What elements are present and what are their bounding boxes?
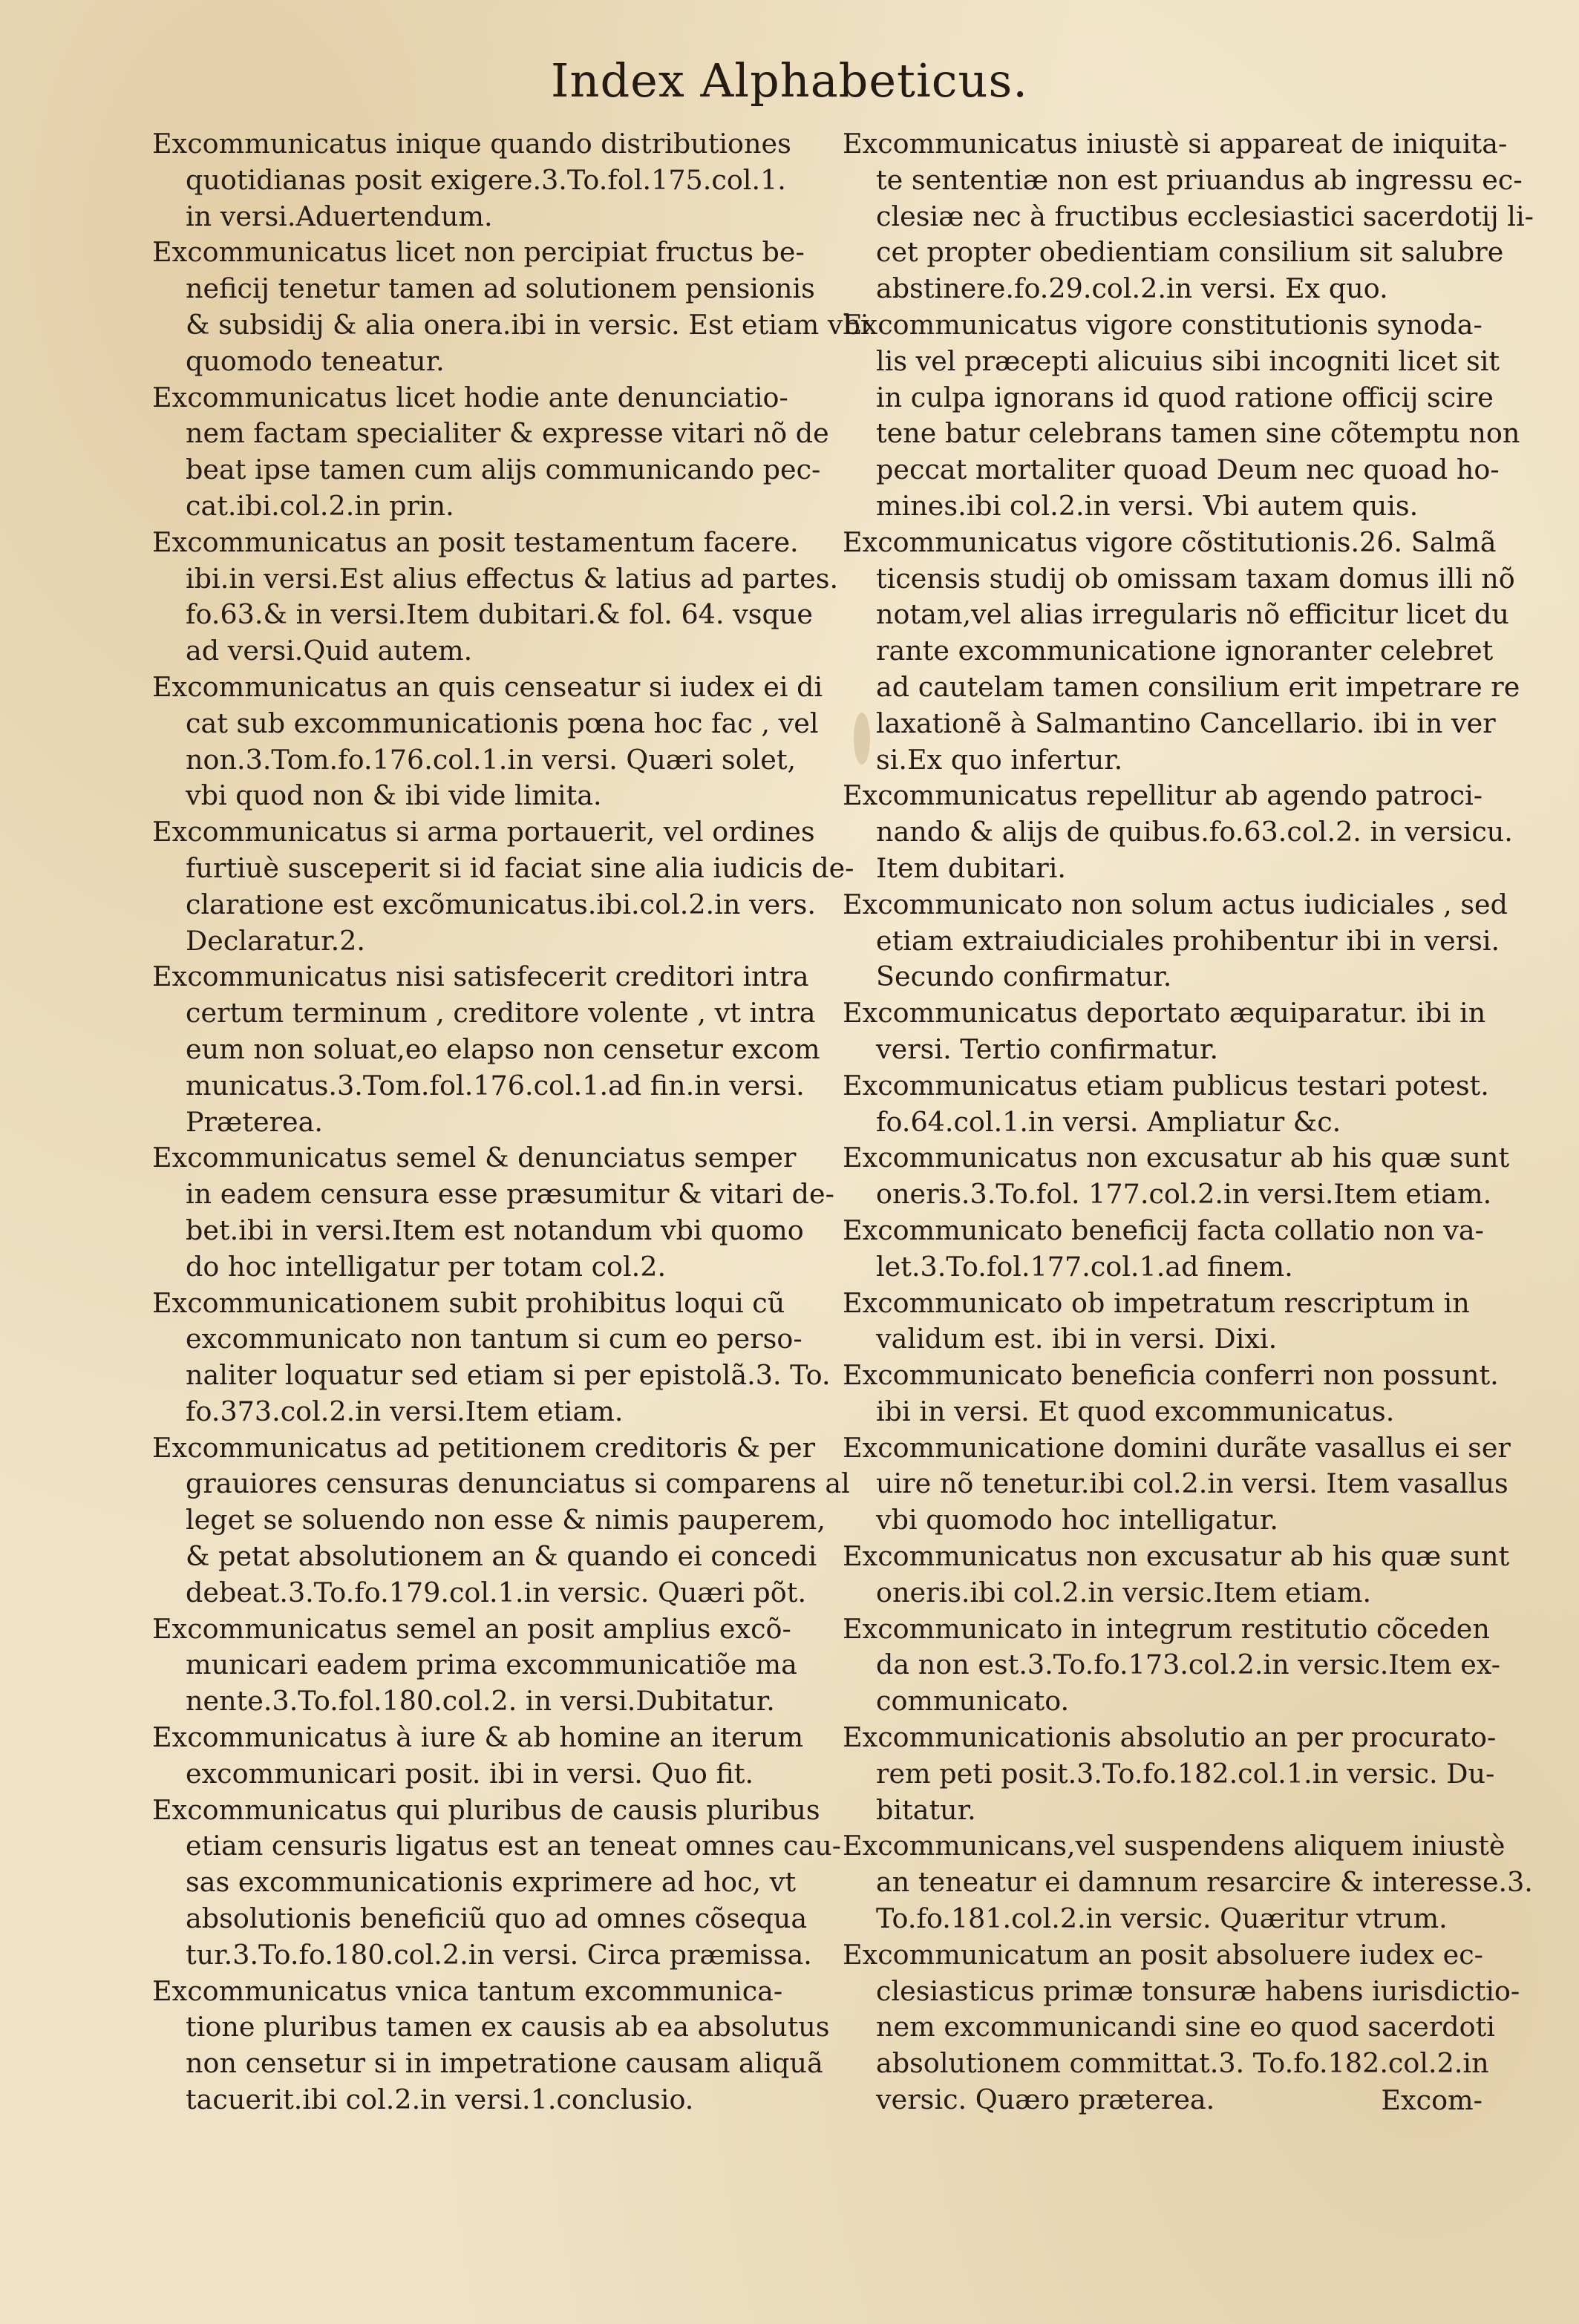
entry-line: in eadem censura esse præsumitur & vitari de- [186, 1178, 834, 1211]
entry-line: Excommunicatus deportato æquiparatur. ibi in [843, 997, 1486, 1030]
entry-line: Excommunicatus repellitur ab agendo patroci- [843, 779, 1483, 812]
index-entry [843, 1430, 1511, 1539]
entry-line: etiam extraiudiciales prohibentur ibi in versi. [876, 924, 1500, 957]
entry-line: si.Ex quo infertur. [876, 743, 1123, 776]
entry-line: ibi.in versi.Est alius effectus & latius ad partes. [186, 562, 839, 595]
index-entry [843, 1539, 1510, 1611]
entry-line: Excommunicato ob impetratum rescriptum in [843, 1286, 1470, 1319]
entry-line: Excommunicatus nisi satisfecerit creditori intra [152, 960, 809, 993]
index-entry [843, 1828, 1533, 1937]
entry-line: Excommunicationem subit prohibitus loqui cũ [152, 1286, 785, 1319]
entry-line: leget se soluendo non esse & nimis pauperem, [186, 1504, 826, 1536]
entry-line: uire nõ tenetur.ibi col.2.in versi. Item vasallus [876, 1467, 1508, 1500]
index-entry [843, 1068, 1496, 1141]
entry-line: vbi quomodo hoc intelligatur. [876, 1504, 1278, 1536]
entry-line: excommunicari posit. ibi in versi. Quo fit. [186, 1757, 754, 1790]
entry-line: oneris.3.To.fol. 177.col.2.in versi.Item etiam. [876, 1178, 1492, 1211]
entry-line: nente.3.To.fol.180.col.2. in versi.Dubitatur. [186, 1685, 775, 1718]
entry-line: Excommunicationis absolutio an per procurato- [843, 1721, 1497, 1754]
entry-line: grauiores censuras denunciatus si comparens al [186, 1467, 850, 1500]
index-entry [152, 380, 829, 525]
entry-line: neficij tenetur tamen ad solutionem pensionis [186, 272, 815, 305]
entry-line: tur.3.To.fo.180.col.2.in versi. Circa præmissa. [186, 1938, 812, 1971]
entry-line: clesiæ nec à fructibus ecclesiastici sacerdotij li- [876, 200, 1534, 232]
entry-line: te sententiæ non est priuandus ab ingressu ec- [876, 163, 1523, 196]
index-entry [152, 1974, 830, 2118]
entry-line: validum est. ibi in versi. Dixi. [876, 1323, 1278, 1355]
entry-line: Excommunicato in integrum restitutio cõceden [843, 1612, 1490, 1645]
index-entry [843, 1286, 1496, 1358]
entry-line: let.3.To.fol.177.col.1.ad finem. [876, 1250, 1293, 1283]
index-entry [152, 959, 820, 1140]
entry-line: non.3.Tom.fo.176.col.1.in versi. Quæri solet, [186, 743, 797, 776]
entry-line: Præterea. [186, 1105, 323, 1138]
index-entry [843, 307, 1520, 525]
entry-line: fo.63.& in versi.Item dubitari.& fol. 64. vsque [186, 598, 813, 631]
entry-line: Excommunicatus vnica tantum excommunica- [152, 1974, 783, 2007]
entry-line: Excommunicato beneficia conferri non possunt. [843, 1359, 1499, 1392]
entry-line: Excommunicatus ad petitionem creditoris & per [152, 1431, 816, 1464]
entry-line: ticensis studij ob omissam taxam domus illi nõ [876, 562, 1515, 595]
entry-line: Excommunicatus an quis censeatur si iudex ei di [152, 670, 823, 703]
entry-line: Excommunicatus vigore cõstitutionis.26. Salmã [843, 526, 1497, 558]
entry-line: etiam censuris ligatus est an teneat omnes cau- [186, 1830, 842, 1862]
index-entry [152, 1286, 831, 1430]
entry-line: an teneatur ei damnum resarcire & interesse.3. [876, 1866, 1533, 1899]
entry-line: ad versi.Quid autem. [186, 635, 473, 667]
right-column [843, 126, 1534, 2118]
entry-line: & petat absolutionem an & quando ei concedi [186, 1540, 817, 1573]
entry-line: cat.ibi.col.2.in prin. [186, 489, 454, 522]
index-entry [843, 1213, 1496, 1286]
entry-line: versic. Quæro præterea. [876, 2084, 1215, 2116]
index-entry [843, 778, 1513, 886]
index-entry [843, 1358, 1499, 1430]
index-entry [843, 995, 1496, 1068]
entry-line: ibi in versi. Et quod excommunicatus. [876, 1395, 1395, 1427]
entry-line: Secundo confirmatur. [876, 960, 1172, 993]
entry-line: do hoc intelligatur per totam col.2. [186, 1250, 667, 1283]
entry-line: non censetur si in impetratione causam aliquã [186, 2047, 823, 2080]
index-entry [152, 525, 839, 670]
entry-line: Excommunicatus à iure & ab homine an iterum [152, 1721, 804, 1754]
index-entry [152, 1793, 842, 1974]
entry-line: peccat mortaliter quoad Deum nec quoad ho- [876, 454, 1500, 486]
entry-line: fo.373.col.2.in versi.Item etiam. [186, 1395, 624, 1427]
entry-line: rem peti posit.3.To.fo.182.col.1.in versic. Du- [876, 1757, 1495, 1790]
entry-line: beat ipse tamen cum alijs communicando pec- [186, 454, 821, 486]
entry-line: vbi quod non & ibi vide limita. [186, 779, 602, 812]
entry-line: Excommunicatione domini durãte vasallus ei ser [843, 1431, 1511, 1464]
entry-line: Excommunicatus an posit testamentum facere. [152, 526, 799, 558]
entry-line: excommunicato non tantum si cum eo perso- [186, 1323, 802, 1355]
index-entry [152, 670, 823, 814]
entry-line: eum non soluat,eo elapso non censetur excom [186, 1032, 820, 1065]
entry-line: Excommunicatus non excusatur ab his quæ sunt [843, 1540, 1510, 1573]
entry-line: naliter loquatur sed etiam si per epistolã.3. To. [186, 1359, 831, 1392]
entry-line: Excommunicatus inique quando distributiones [152, 128, 791, 160]
entry-line: oneris.ibi col.2.in versic.Item etiam. [876, 1576, 1372, 1608]
entry-line: cat sub excommunicationis pœna hoc fac , vel [186, 707, 819, 739]
entry-line: Excommunicato non solum actus iudiciales , sed [843, 888, 1508, 920]
entry-line: clesiasticus primæ tonsuræ habens iurisdictio- [876, 1974, 1520, 2007]
entry-line: Declaratur.2. [186, 924, 365, 957]
entry-line: abstinere.fo.29.col.2.in versi. Ex quo. [876, 272, 1388, 305]
index-entry [152, 235, 869, 379]
entry-line: Excommunicatus semel an posit amplius excõ- [152, 1612, 791, 1645]
page-header: Index Alphabeticus. [551, 53, 1028, 108]
entry-line: municatus.3.Tom.fol.176.col.1.ad fin.in versi. [186, 1069, 805, 1102]
entry-line: absolutionis beneficiũ quo ad omnes cõsequa [186, 1902, 808, 1935]
entry-line: municari eadem prima excommunicatiõe ma [186, 1649, 797, 1681]
entry-line: Item dubitari. [876, 851, 1066, 884]
catchword: Excom- [1381, 2084, 1482, 2116]
entry-line: quotidianas posit exigere.3.To.fol.175.col.1. [186, 163, 786, 196]
entry-line: Excommunicatus semel & denunciatus semper [152, 1142, 797, 1174]
index-entry [843, 126, 1534, 307]
entry-line: To.fo.181.col.2.in versic. Quæritur vtrum. [876, 1902, 1448, 1935]
entry-line: laxationẽ à Salmantino Cancellario. ibi in ver [876, 707, 1496, 739]
entry-line: Excommunicatus qui pluribus de causis pluribus [152, 1793, 820, 1826]
index-entry [152, 1611, 805, 1720]
entry-line: sas excommunicationis exprimere ad hoc, vt [186, 1866, 797, 1899]
entry-line: tene batur celebrans tamen sine cõtemptu non [876, 417, 1520, 450]
entry-line: Excommunicatus non excusatur ab his quæ sunt [843, 1142, 1510, 1174]
entry-line: claratione est excõmunicatus.ibi.col.2.in vers. [186, 888, 816, 920]
entry-line: lis vel præcepti alicuius sibi incogniti licet sit [876, 344, 1500, 377]
entry-line: bet.ibi in versi.Item est notandum vbi quomo [186, 1214, 804, 1246]
entry-line: certum terminum , creditore volente , vt intra [186, 997, 816, 1030]
entry-line: debeat.3.To.fo.179.col.1.in versic. Quæri põt. [186, 1576, 807, 1608]
entry-line: communicato. [876, 1685, 1070, 1718]
entry-line: bitatur. [876, 1793, 976, 1826]
entry-line: ad cautelam tamen consilium erit impetrare re [876, 670, 1520, 703]
entry-line: notam,vel alias irregularis nõ efficitur licet du [876, 598, 1509, 631]
entry-line: versi. Tertio confirmatur. [876, 1032, 1219, 1065]
entry-line: Excommunicatus si arma portauerit, vel ordines [152, 816, 815, 848]
entry-line: Excommunicato beneficij facta collatio non va- [843, 1214, 1484, 1246]
entry-line: da non est.3.To.fo.173.col.2.in versic.Item ex- [876, 1649, 1501, 1681]
entry-line: nem excommunicandi sine eo quod sacerdoti [876, 2011, 1495, 2043]
index-entry [843, 1611, 1501, 1720]
entry-line: furtiuè susceperit si id faciat sine alia iudicis de- [186, 851, 854, 884]
index-entry [843, 1140, 1510, 1213]
index-entry [152, 814, 854, 959]
entry-line: fo.64.col.1.in versi. Ampliatur &c. [876, 1105, 1341, 1138]
entry-line: rante excommunicatione ignoranter celebret [876, 635, 1494, 667]
entry-line: cet propter obedientiam consilium sit salubre [876, 236, 1504, 269]
entry-line: nem factam specialiter & expresse vitari nõ de [186, 417, 829, 450]
index-entry [843, 525, 1520, 779]
entry-line: quomodo teneatur. [186, 344, 445, 377]
entry-line: Excommunicatum an posit absoluere iudex ec- [843, 1938, 1484, 1971]
entry-line: in versi.Aduertendum. [186, 200, 493, 232]
entry-line: Excommunicans,vel suspendens aliquem iniustè [843, 1830, 1506, 1862]
entry-line: Excommunicatus vigore constitutionis synoda- [843, 308, 1482, 341]
entry-line: tione pluribus tamen ex causis ab ea absolutus [186, 2011, 830, 2043]
index-entry [152, 1430, 850, 1611]
index-entry [152, 126, 805, 235]
entry-line: Excommunicatus iniustè si appareat de iniquita- [843, 128, 1508, 160]
entry-line: in culpa ignorans id quod ratione officij scire [876, 381, 1494, 413]
index-entry [843, 887, 1508, 995]
index-entry [152, 1140, 834, 1285]
index-entry [843, 1720, 1496, 1828]
entry-line: Excommunicatus etiam publicus testari potest. [843, 1069, 1489, 1102]
left-column [152, 126, 869, 2118]
entry-line: absolutionem committat.3. To.fo.182.col.2.in [876, 2047, 1489, 2080]
entry-line: mines.ibi col.2.in versi. Vbi autem quis. [876, 489, 1419, 522]
entry-line: nando & alijs de quibus.fo.63.col.2. in versicu. [876, 816, 1513, 848]
entry-line: Excommunicatus licet non percipiat fructus be- [152, 236, 805, 269]
index-entry [152, 1720, 805, 1793]
entry-line: & subsidij & alia onera.ibi in versic. Est etiam vbi [186, 308, 869, 341]
entry-line: Excommunicatus licet hodie ante denunciatio- [152, 381, 788, 413]
entry-line: tacuerit.ibi col.2.in versi.1.conclusio. [186, 2084, 694, 2116]
